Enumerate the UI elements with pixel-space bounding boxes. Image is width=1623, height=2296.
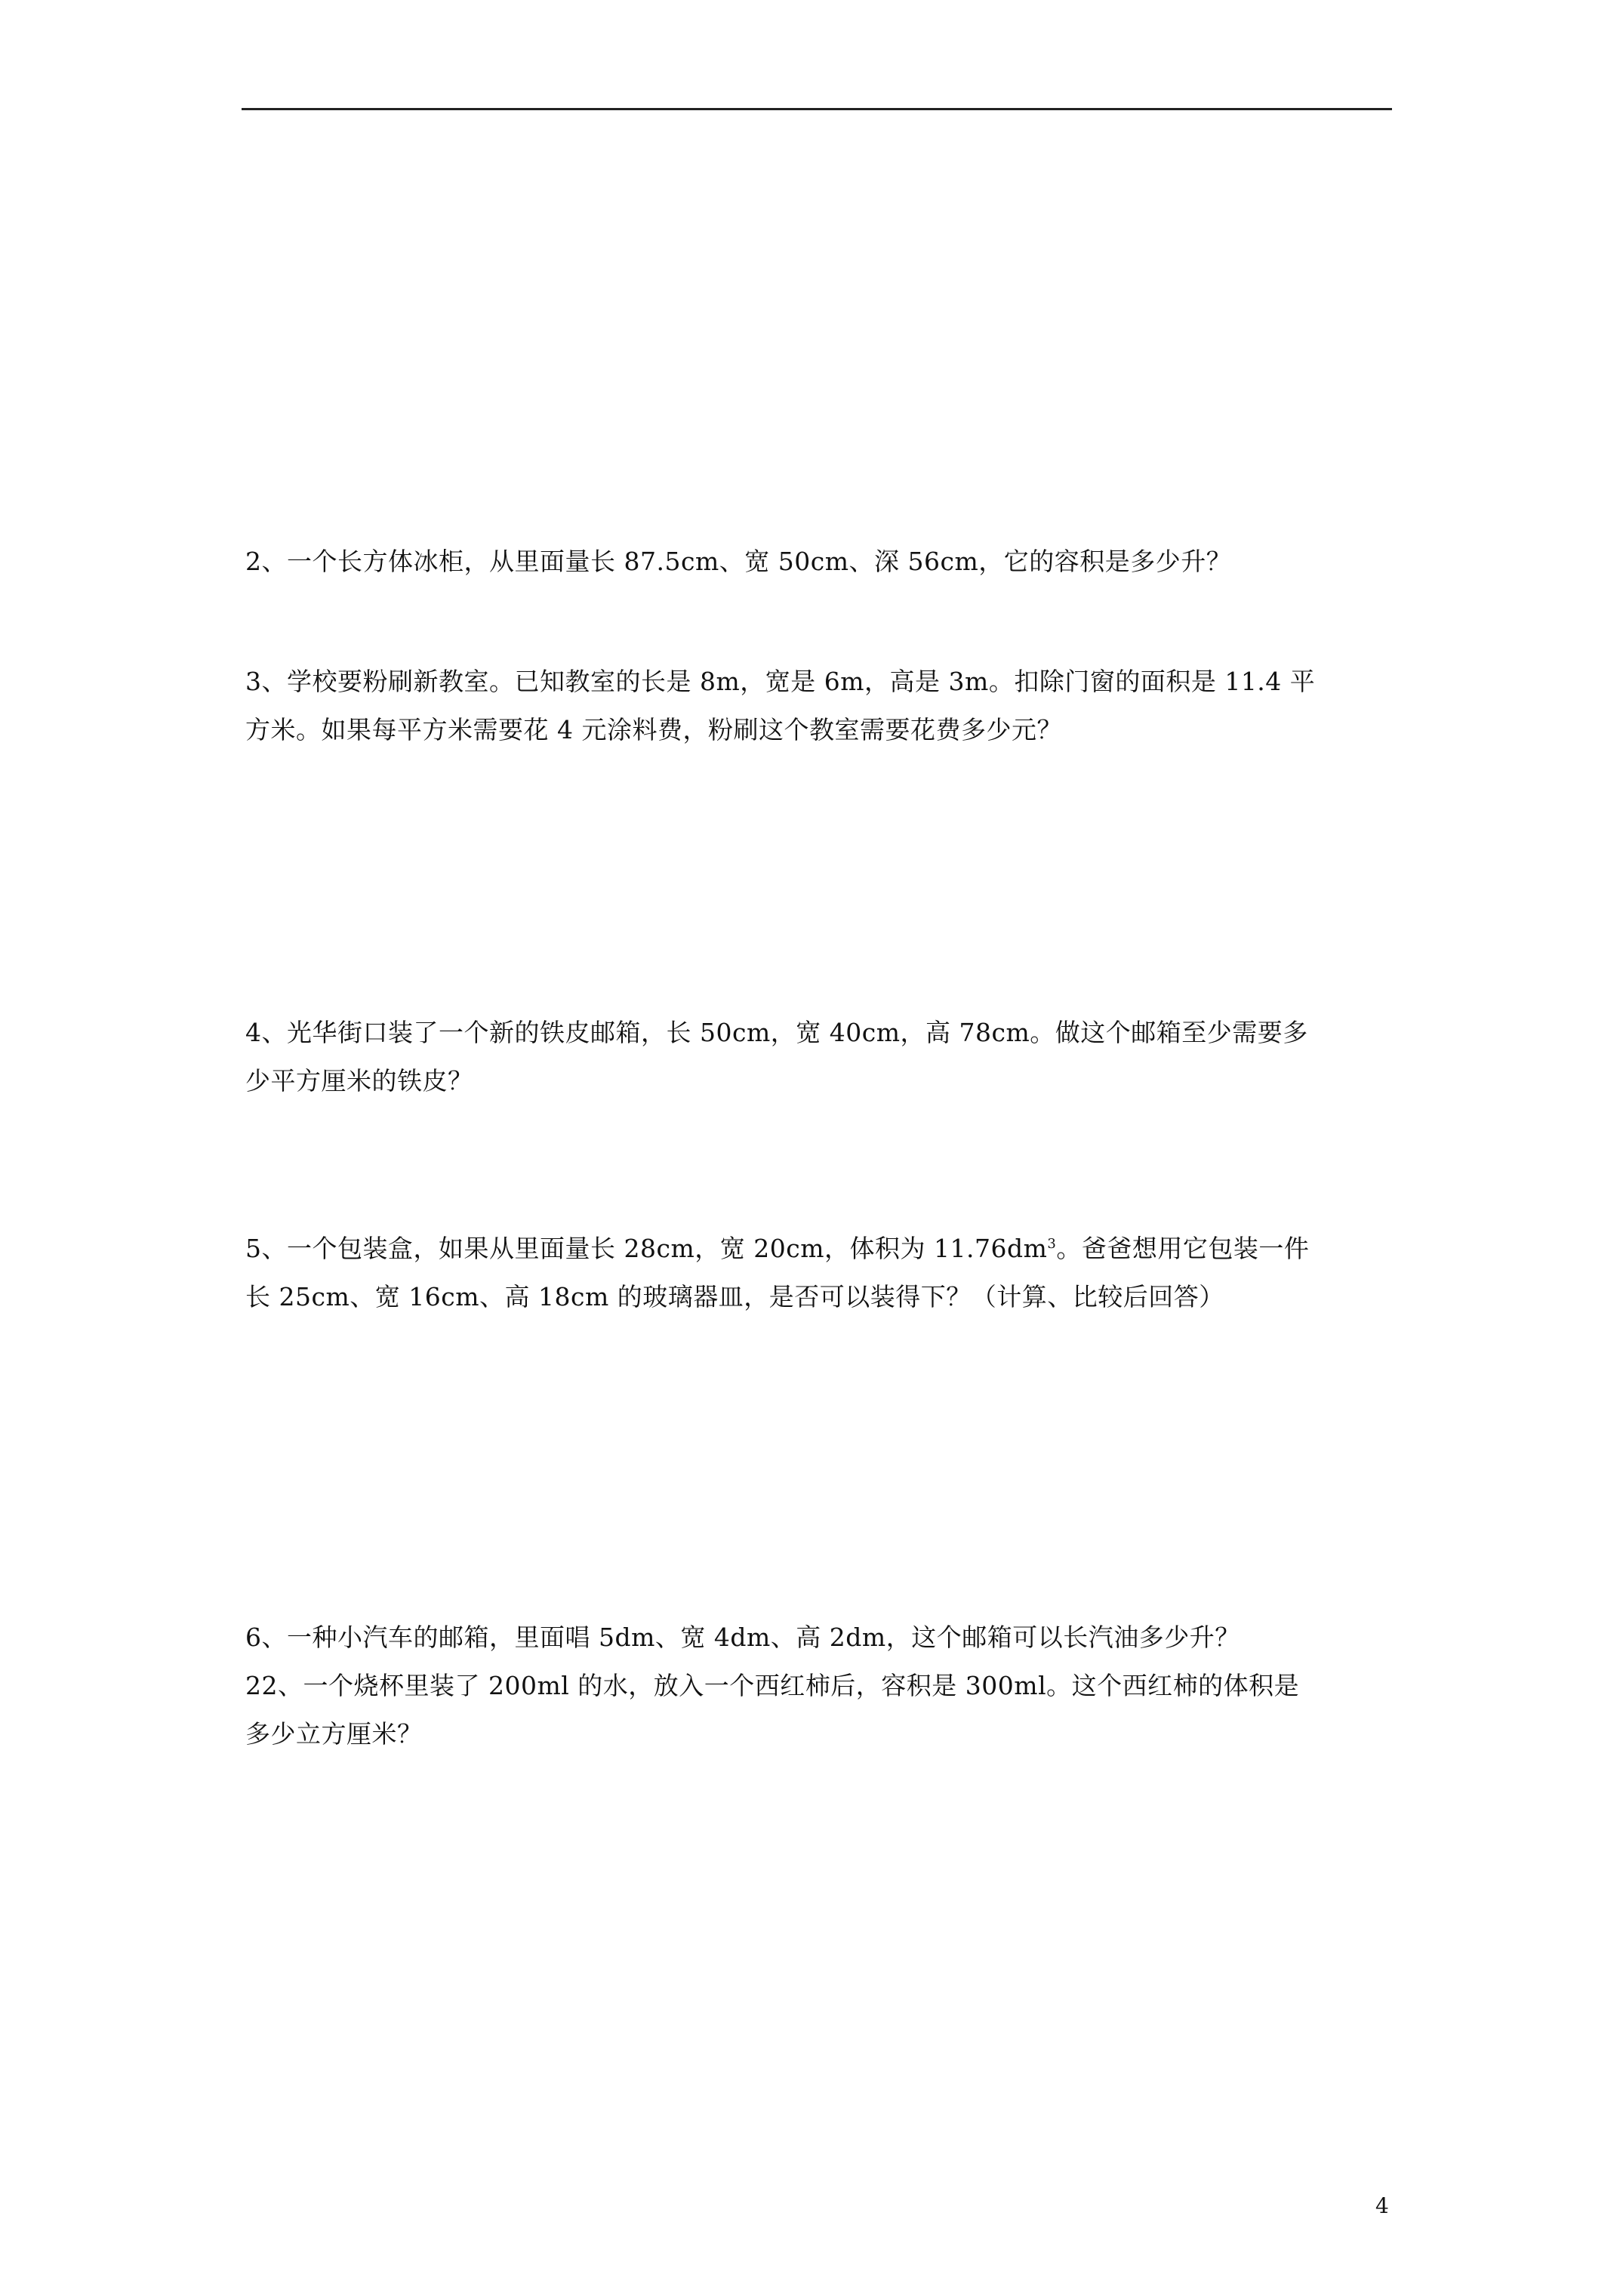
problem-22-line-1: 22、一个烧杯里装了 200ml 的水，放入一个西红柿后，容积是 300ml。这个西红柿的体积是 xyxy=(245,1671,1300,1700)
problem-5-line-1-tail: 。爸爸想用它包装一件 xyxy=(1056,1234,1310,1263)
problem-4-line-1: 4、光华街口装了一个新的铁皮邮箱，长 50cm，宽 40cm，高 78cm。做这个邮箱至少需要多 xyxy=(245,1018,1308,1047)
header-rule xyxy=(242,108,1392,110)
problem-5 xyxy=(245,1225,1393,1321)
problem-4-line-2: 少平方厘米的铁皮？ xyxy=(245,1066,473,1096)
problem-3 xyxy=(245,658,1393,754)
problem-5-line-2: 长 25cm、宽 16cm、高 18cm 的玻璃器皿，是否可以装得下？（计算、比较后回答） xyxy=(245,1282,1224,1311)
problem-3-line-1: 3、学校要粉刷新教室。已知教室的长是 8m，宽是 6m，高是 3m。扣除门窗的面积是 11.4 平 xyxy=(245,667,1316,696)
problem-3-line-2: 方米。如果每平方米需要花 4 元涂料费，粉刷这个教室需要花费多少元？ xyxy=(245,715,1062,744)
cubic-superscript: 3 xyxy=(1047,1236,1057,1252)
problem-5-line-1 xyxy=(245,1225,1393,1273)
problem-22-line-2: 多少立方厘米？ xyxy=(245,1719,423,1749)
problem-6-and-22 xyxy=(245,1613,1393,1758)
problem-2-line-1: 2、一个长方体冰柜，从里面量长 87.5cm、宽 50cm、深 56cm，它的容积是多少升？ xyxy=(245,547,1232,576)
page-number: 4 xyxy=(1375,2193,1389,2218)
problem-5-line-1-text: 5、一个包装盒，如果从里面量长 28cm，宽 20cm，体积为 11.76dm xyxy=(245,1234,1048,1263)
problem-2 xyxy=(245,538,1393,586)
problem-4 xyxy=(245,1009,1393,1105)
problem-6-line-1: 6、一种小汽车的邮箱，里面唱 5dm、宽 4dm、高 2dm，这个邮箱可以长汽油多少升？ xyxy=(245,1623,1240,1652)
